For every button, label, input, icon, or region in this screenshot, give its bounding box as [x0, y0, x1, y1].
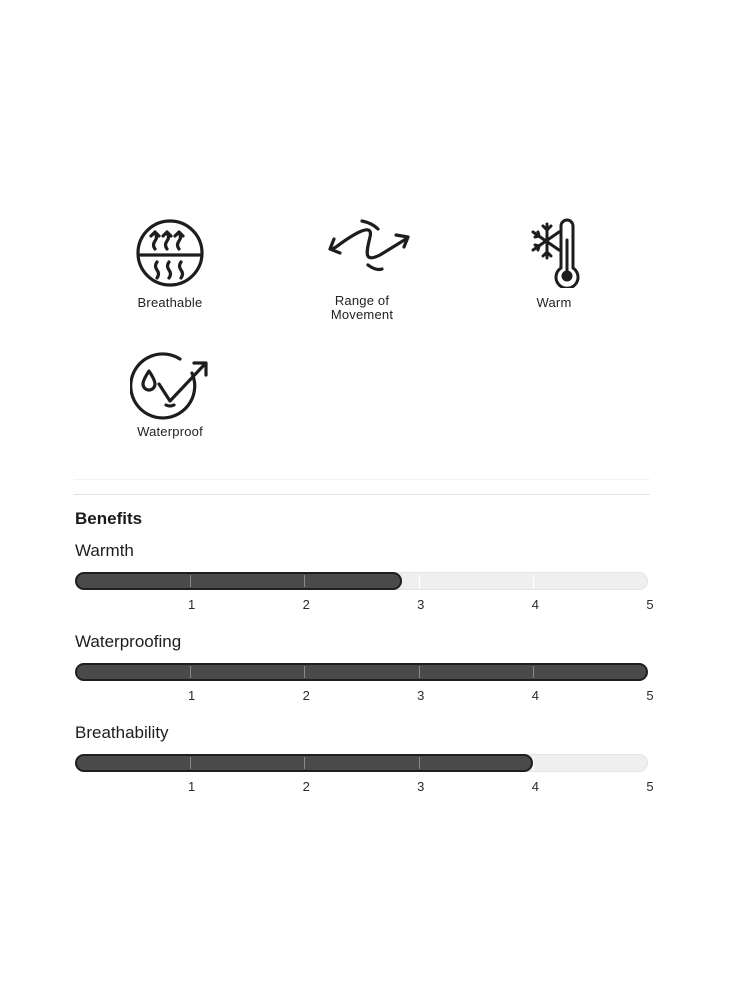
feature-label-breathable: Breathable	[137, 295, 203, 310]
rating-fill	[75, 754, 533, 772]
fill-tick	[419, 757, 420, 769]
fill-tick	[419, 666, 420, 678]
rating-track	[75, 663, 648, 681]
tick-label-2: 2	[302, 597, 310, 612]
divider-faint	[74, 479, 650, 480]
tick-label-4: 4	[531, 597, 540, 612]
rating-waterproofing	[75, 632, 665, 703]
tick-label-1: 1	[187, 597, 196, 612]
tick-label-1: 1	[187, 779, 196, 794]
fill-tick	[190, 757, 191, 769]
tick-label-4: 4	[531, 779, 540, 794]
tick-label-2: 2	[302, 688, 310, 703]
rating-track	[75, 754, 648, 772]
waterproof-icon	[130, 351, 210, 421]
track-tick	[419, 575, 420, 589]
feature-label-waterproof: Waterproof	[137, 424, 203, 439]
tick-label-1: 1	[187, 688, 196, 703]
divider	[74, 494, 650, 495]
feature-breathable	[100, 218, 240, 310]
tick-label-3: 3	[417, 597, 425, 612]
breathable-icon	[135, 218, 205, 288]
rating-warmth	[75, 541, 665, 612]
thermometer-snowflake-icon	[519, 218, 589, 288]
track-tick	[533, 575, 534, 589]
rating-label: Warmth	[75, 541, 134, 560]
feature-label-warm: Warm	[536, 295, 572, 310]
benefits-title: Benefits	[75, 509, 143, 528]
fill-tick	[304, 757, 305, 769]
rating-fill	[75, 572, 402, 590]
tick-label-5: 5	[646, 779, 654, 794]
tick-label-3: 3	[417, 688, 425, 703]
fill-tick	[304, 575, 305, 587]
tick-label-5: 5	[646, 597, 654, 612]
tick-label-4: 4	[531, 688, 540, 703]
feature-warm	[484, 218, 624, 310]
rating-track	[75, 572, 648, 590]
tick-label-2: 2	[302, 779, 310, 794]
rating-label: Breathability	[75, 723, 169, 742]
tick-label-3: 3	[417, 779, 425, 794]
track-tick	[533, 757, 534, 771]
rating-breathability	[75, 723, 665, 794]
feature-label-range-of-movement: Range of Movement	[330, 293, 394, 322]
tick-label-5: 5	[646, 688, 654, 703]
feature-range-of-movement	[292, 215, 432, 322]
fill-tick	[190, 575, 191, 587]
rating-label: Waterproofing	[75, 632, 182, 651]
rating-fill	[75, 663, 648, 681]
fill-tick	[304, 666, 305, 678]
feature-waterproof	[100, 351, 240, 439]
fill-tick	[190, 666, 191, 678]
range-of-movement-icon	[312, 215, 412, 279]
fill-tick	[533, 666, 534, 678]
